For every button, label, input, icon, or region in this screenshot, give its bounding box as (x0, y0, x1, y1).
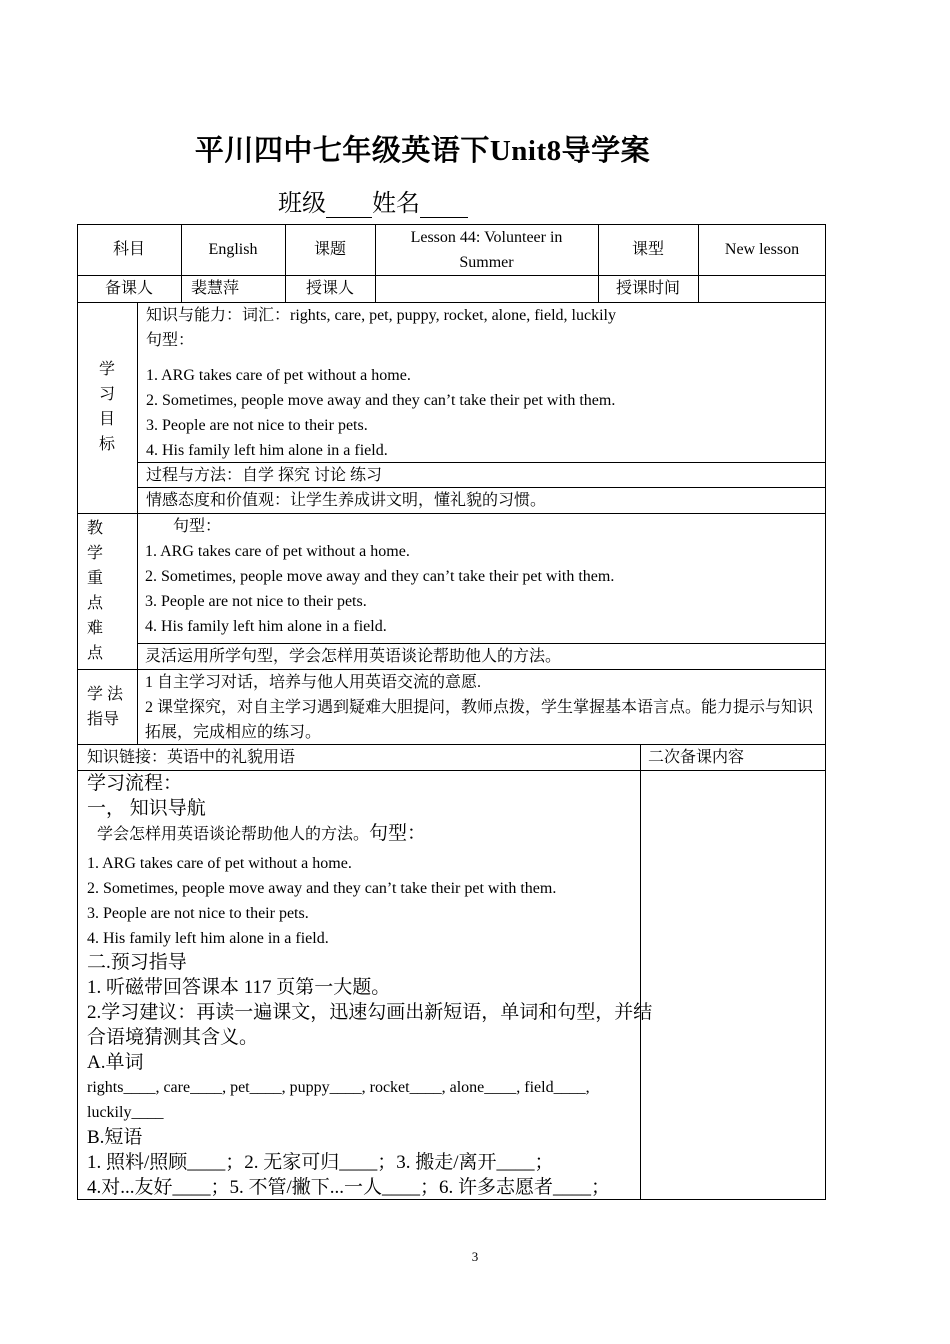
topic-value-line2: Summer (459, 254, 514, 271)
method-label-line2: 指导 (87, 711, 120, 728)
method-label-line1: 学 法 (87, 686, 124, 703)
objectives-sentence: 1. ARG takes care of pet without a home. (146, 367, 411, 384)
subject-label: 科目 (112, 241, 145, 258)
key-points-sentence: 3. People are not nice to their pets. (145, 593, 367, 610)
teacher-label: 授课人 (305, 280, 354, 297)
objectives-sentence: 4. His family left him alone in a field. (146, 442, 388, 459)
objectives-process: 过程与方法：自学 探究 讨论 练习 (146, 467, 383, 484)
flow-step2-cont: 合语境猜测其含义。 (87, 1027, 259, 1048)
method-line: 拓展，完成相应的练习。 (145, 724, 322, 741)
subject-value: English (208, 241, 258, 258)
flow-sentence: 2. Sometimes, people move away and they can’t take their pet with them. (87, 880, 557, 897)
time-label: 授课时间 (615, 280, 680, 297)
topic-label: 课题 (313, 241, 346, 258)
method-line: 1 自主学习对话，培养与他人用英语交流的意愿. (145, 674, 482, 691)
class-name-line (278, 183, 468, 218)
flow-sentence: 4. His family left him alone in a field. (87, 930, 329, 947)
page-title: 平川四中七年级英语下Unit8导学案 (194, 135, 651, 167)
topic-value-line1: Lesson 44: Volunteer in (410, 229, 563, 246)
key-points-sentence: 1. ARG takes care of pet without a home. (145, 543, 410, 560)
name-label: 姓名 (372, 191, 420, 217)
flow-intro: 学会怎样用英语谈论帮助他人的方法。句型： (97, 823, 427, 844)
phrases-line: 1. 照料/照顾____；2. 无家可归____；3. 搬走/离开____； (87, 1152, 554, 1173)
class-blank[interactable] (326, 195, 372, 218)
objectives-emotion: 情感态度和价值观：让学生养成讲文明，懂礼貌的习惯。 (146, 492, 547, 509)
type-value: New lesson (724, 241, 800, 258)
method-line: 2 课堂探究，对自主学习遇到疑难大胆提问，教师点拨，学生掌握基本语言点。能力提示与知识 (145, 699, 814, 716)
class-label: 班级 (278, 191, 326, 217)
flow-part1: 一， 知识导航 (87, 798, 206, 819)
flow-part2: 二.预习指导 (87, 952, 187, 973)
objectives-sentence: 3. People are not nice to their pets. (146, 417, 368, 434)
key-points-sentence: 4. His family left him alone in a field. (145, 618, 387, 635)
flow-heading: 学习流程： (87, 773, 183, 794)
second-prep-label: 二次备课内容 (648, 749, 745, 766)
knowledge-link: 知识链接：英语中的礼貌用语 (87, 749, 296, 766)
key-points-sentence: 2. Sometimes, people move away and they can’t take their pet with them. (145, 568, 615, 585)
objectives-sentence-label: 句型： (146, 332, 195, 349)
preparer-label: 备课人 (104, 280, 153, 297)
words-line: luckily____ (87, 1104, 164, 1121)
objectives-knowledge: 知识与能力：词汇：rights, care, pet, puppy, rocket, alone, field, luckily (146, 307, 616, 324)
words-line: rights____, care____, pet____, puppy____, rocket____, alone____, field____, (87, 1079, 590, 1096)
objectives-sentence: 2. Sometimes, people move away and they can’t take their pet with them. (146, 392, 616, 409)
type-label: 课型 (631, 241, 664, 258)
key-points-sentence-label: 句型： (173, 518, 222, 535)
flow-step1: 1. 听磁带回答课本 117 页第一大题。 (87, 977, 391, 998)
flow-step2: 2.学习建议：再读一遍课文，迅速勾画出新短语，单词和句型，并结 (87, 1002, 653, 1023)
flow-sentence: 3. People are not nice to their pets. (87, 905, 309, 922)
name-blank[interactable] (420, 195, 468, 218)
flow-sentence: 1. ARG takes care of pet without a home. (87, 855, 352, 872)
words-heading: A.单词 (87, 1052, 144, 1073)
phrases-heading: B.短语 (87, 1127, 143, 1148)
key-points-difficulty: 灵活运用所学句型，学会怎样用英语谈论帮助他人的方法。 (145, 648, 562, 665)
page-number: 3 (471, 1249, 479, 1264)
phrases-line: 4.对...友好____；5. 不管/撇下...一人____；6. 许多志愿者____； (87, 1177, 611, 1198)
preparer-value: 裴慧萍 (191, 280, 240, 297)
